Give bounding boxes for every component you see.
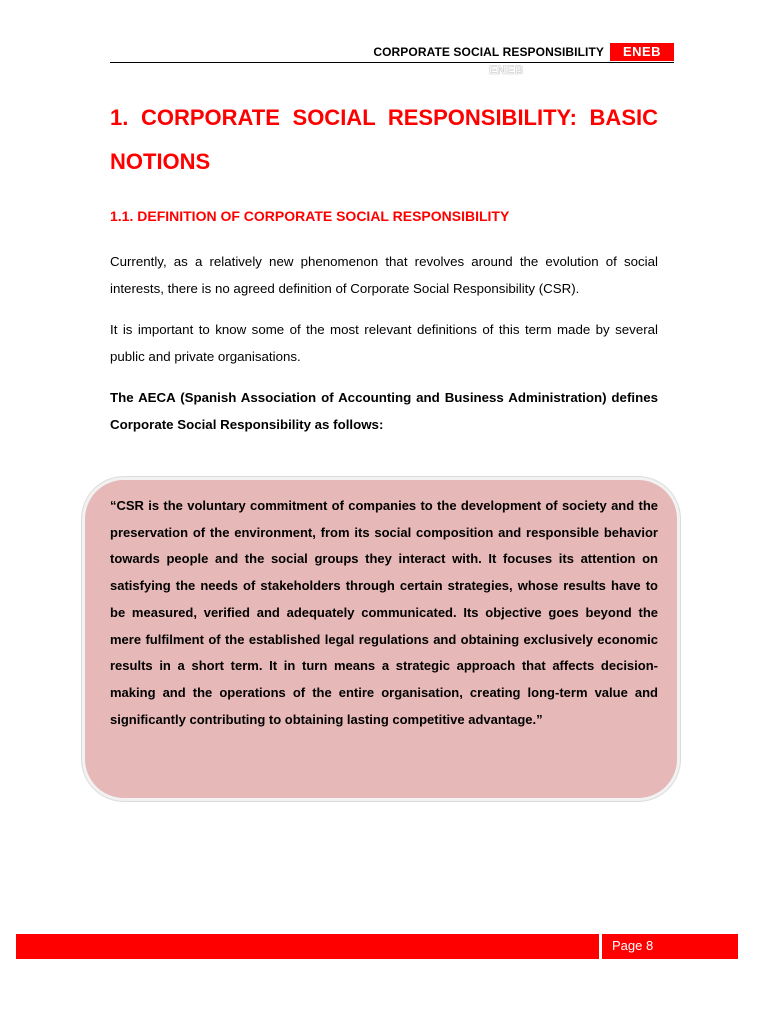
paragraph-aeca: The AECA (Spanish Association of Accounting and Business Administration) defines Corporate Social Responsibility as follows: <box>110 390 658 432</box>
paragraph-intro: Currently, as a relatively new phenomenon that revolves around the evolution of social interests, there is no agreed definition of Corporate Social Responsibility (CSR). <box>110 254 658 296</box>
header-title: CORPORATE SOCIAL RESPONSIBILITY <box>373 45 604 59</box>
page-number: Page 8 <box>612 938 654 953</box>
page-footer <box>16 934 738 959</box>
page-header <box>110 43 674 63</box>
section-heading: 1. CORPORATE SOCIAL RESPONSIBILITY: BASIC NOTIONS <box>110 105 658 174</box>
subsection-heading: 1.1. DEFINITION OF CORPORATE SOCIAL RESPONSIBILITY <box>110 208 510 224</box>
csr-definition-quote: “CSR is the voluntary commitment of companies to the development of society and the preservation of the environment, from its social composition and responsible behavior towards people and the social groups they interact with. It focuses its attention on satisfying the needs of stakeholders through certain strategies, whose results have to be measured, verified and adequately communicated. Its objective goes beyond the mere fulfilment of the established legal regulations and obtaining exclusively economic results in a short term. It in turn means a strategic approach that affects decision-making and the operations of the entire organisation, creating long-term value and significantly contributing to obtaining lasting competitive advantage.” <box>110 498 658 727</box>
eneb-logo: ENEB <box>610 43 674 61</box>
paragraph-definitions: It is important to know some of the most relevant definitions of this term made by several public and private organisations. <box>110 322 658 364</box>
eneb-watermark-logo: ENEB <box>489 63 524 77</box>
footer-divider <box>599 934 602 959</box>
